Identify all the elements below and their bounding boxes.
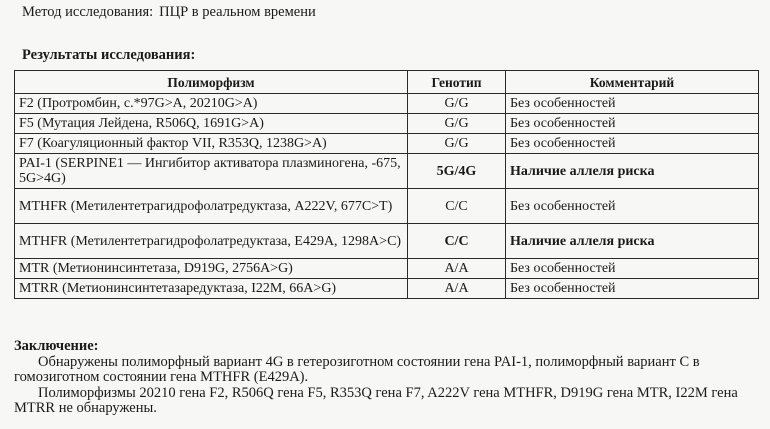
results-heading: Результаты исследования:: [22, 47, 196, 63]
table-row: [15, 259, 759, 279]
header-genotype: Генотип: [408, 71, 506, 94]
cell-comment: Наличие аллеля риска: [506, 154, 759, 189]
cell-genotype: A/A: [408, 259, 506, 279]
cell-polymorphism: MTHFR (Метилентетрагидрофолатредуктаза, A222V, 677C>T): [15, 189, 408, 224]
table-header-row: [15, 71, 759, 94]
header-polymorphism: Полиморфизм: [15, 71, 408, 94]
table-row: [15, 94, 759, 114]
cell-comment: Наличие аллеля риска: [506, 224, 759, 259]
method-value: ПЦР в реальном времени: [159, 4, 316, 20]
cell-comment: Без особенностей: [506, 189, 759, 224]
conclusion-paragraph-1: Обнаружены полиморфный вариант 4G в гетерозиготном состоянии гена PAI-1, полиморфный вариант С в гомозиготном состоянии гена MTHFR (E429A).: [14, 353, 700, 385]
method-line: [22, 4, 316, 21]
cell-polymorphism: F2 (Протромбин, с.*97G>A, 20210G>A): [15, 94, 408, 114]
cell-polymorphism: F7 (Коагуляционный фактор VII, R353Q, 1238G>A): [15, 134, 408, 154]
table-row: [15, 279, 759, 299]
cell-polymorphism: MTRR (Метионинсинтетазаредуктаза, I22M, 66A>G): [15, 279, 408, 299]
cell-genotype: G/G: [408, 114, 506, 134]
cell-polymorphism: MTHFR (Метилентетрагидрофолатредуктаза, E429A, 1298A>C): [15, 224, 408, 259]
cell-comment: Без особенностей: [506, 259, 759, 279]
conclusion-block: [14, 339, 754, 417]
table-row: [15, 224, 759, 259]
results-table: [14, 70, 759, 299]
cell-polymorphism: F5 (Мутация Лейдена, R506Q, 1691G>A): [15, 114, 408, 134]
table-row: [15, 114, 759, 134]
cell-polymorphism: PAI-1 (SERPINE1 — Ингибитор активатора плазминогена, -675, 5G>4G): [15, 154, 408, 189]
table-row: [15, 189, 759, 224]
cell-genotype: 5G/4G: [408, 154, 506, 189]
cell-comment: Без особенностей: [506, 94, 759, 114]
conclusion-heading: Заключение:: [14, 338, 99, 354]
cell-genotype: C/C: [408, 224, 506, 259]
cell-genotype: G/G: [408, 134, 506, 154]
cell-comment: Без особенностей: [506, 279, 759, 299]
method-label: Метод исследования:: [22, 4, 154, 20]
table-row: [15, 134, 759, 154]
table-row: [15, 154, 759, 189]
cell-genotype: A/A: [408, 279, 506, 299]
header-comment: Комментарий: [506, 71, 759, 94]
cell-comment: Без особенностей: [506, 114, 759, 134]
cell-genotype: G/G: [408, 94, 506, 114]
conclusion-paragraph-2: Полиморфизмы 20210 гена F2, R506Q гена F5, R353Q гена F7, A222V гена MTHFR, D919G гена MTR, I22M гена MTRR не обнаружены.: [14, 384, 738, 416]
cell-comment: Без особенностей: [506, 134, 759, 154]
cell-genotype: C/C: [408, 189, 506, 224]
cell-polymorphism: MTR (Метионинсинтетаза, D919G, 2756A>G): [15, 259, 408, 279]
